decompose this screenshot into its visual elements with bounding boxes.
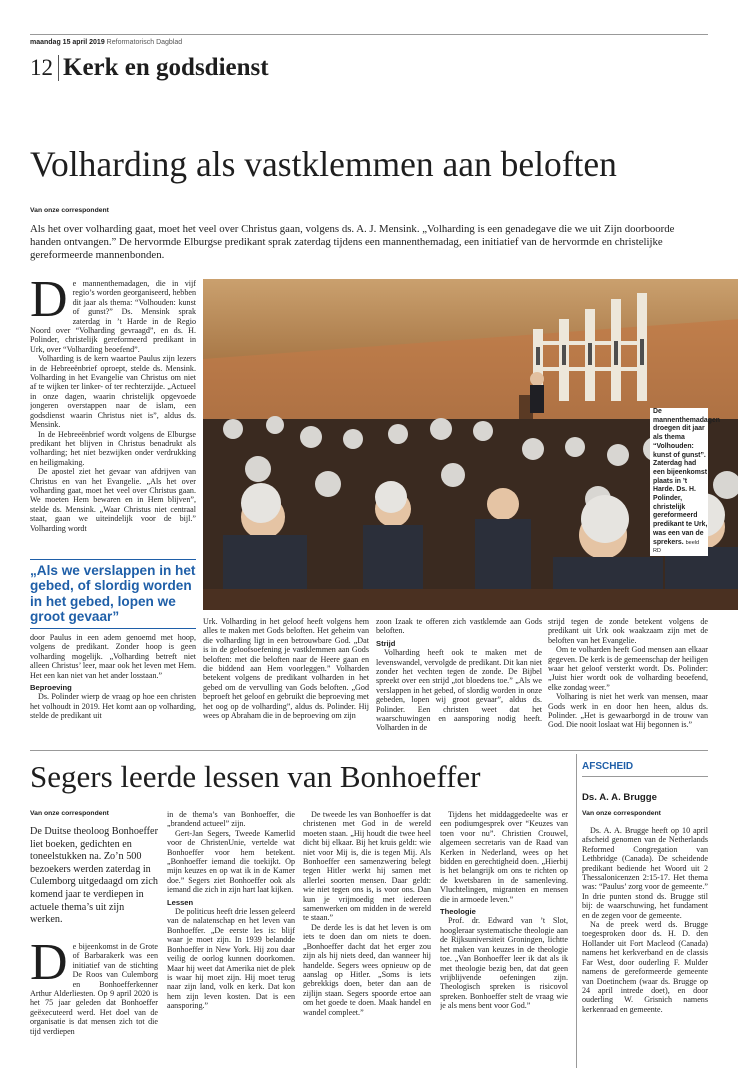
paragraph: Volharing is niet het werk van mensen, maar Gods werk in en door hen heen, aldus ds. Polinder. „Het is gewaarborgd in de trouw van God. Die nooit loslaat wat Hij begonnen is.” <box>548 692 708 730</box>
quote-rule-bottom <box>30 628 196 629</box>
paragraph: Gert-Jan Segers, Tweede Kamerlid voor de ChristenUnie, vertelde wat Bonhoeffer voor hem betekent. „Bonhoeffer iemand die toekijkt. Op mijn keuzes en op wat ik in de Kamer doe.” Segers ziet Bonhoeffer ook als iemand die zich in zijn hart laat kijken. <box>167 828 295 895</box>
paragraph: Ds. A. A. Brugge heeft op 10 april afscheid genomen van de Netherlands Reformed Congregation van Lethbridge (Canada). De scheidende predikant bediende het Woord uit 2 Thessalonicenzen 2:15-17. Het thema was: “Paulus’ zorg voor de gemeente.” In drie punten stond ds. Brugge stil bij: de waarschuwing, het fundament en de zegen voor de gemeente. <box>582 826 708 920</box>
paragraph: in de thema’s van Bonhoeffer, die „brandend actueel” zijn. <box>167 810 295 829</box>
quote-rule-top <box>30 559 196 560</box>
farewell-rule <box>582 776 708 777</box>
paragraph: Volharding is de kern waartoe Paulus zijn lezers in de Hebreeënbrief oproept, stelde ds. Mensink. Volharding in het Evangelie van Christus om niet af te wijken ter linker- of ter rechterzijde. „Actueel in onze dagen, waarin christelijk opgevoede jongeren overstappen naar de islam, een godsdienst waarin Christus niet is”, aldus ds. Mensink. <box>30 354 196 430</box>
article2-column-2 <box>167 810 295 1066</box>
dropcap: D <box>30 942 68 991</box>
article1-intro: Als het over volharding gaat, moet het veel over Christus gaan, volgens ds. A. J. Mensink. „Volharding is een genadegave die we uit Zijn doorboorde handen ontvangen.” De hervormde Elburgse predikant sprak zaterdag tijdens een mannenthemadag, een initiatief van de hervormde en christelijke gereformeerde mannenbonden. <box>30 223 675 261</box>
dropcap: D <box>30 279 68 328</box>
subhead-strijd: Strijd <box>376 638 396 648</box>
paragraph: De derde les is dat het leven is om iets te doen dan om niets te doen. „Bonhoeffer dacht dat het erger zou zijn als hij niets deed, dan wanneer hij handelde. Segers wees opnieuw op de aanslag op Hitler. „Soms is iets gebrekkigs doen, beter dan aan de zijlijn staan. Segers spoorde ertoe aan om het goede te doen. Maak handel en wandel compleet.” <box>303 922 431 1017</box>
article1-column-1 <box>30 279 196 557</box>
paragraph: e mannenthemadagen, die in vijf regio’s worden georganiseerd, hebben dit jaar als thema: “Volhouden: kunst of gunst?” Ds. Mensink sprak zaterdag in ’t Harde in de Regio Noord over “Volharding gevraagd”, en ds. H. Polinder, christelijk gereformeerd predikant in Urk, over “Volharding beoefend”. <box>30 279 196 354</box>
article2-column-3 <box>303 810 431 1066</box>
pull-quote: „Als we verslappen in het gebed, of slordig worden in het gebed, lopen we groot gevaar” <box>30 563 196 625</box>
page-number: 12 <box>30 55 53 80</box>
subhead-beproeving: Beproeving <box>30 683 72 693</box>
section-header <box>30 54 269 82</box>
article1-column-2 <box>203 617 369 741</box>
article1-byline: Van onze correspondent <box>30 207 109 214</box>
farewell-name: Ds. A. A. Brugge <box>582 792 657 803</box>
article1-column-1-bottom <box>30 633 196 741</box>
paragraph: De apostel ziet het gevaar van afdrijven van Christus en van het Evangelie. „Als het over volharding gaat, moet het veel over Christus gaan. We moeten Hem bewaren en in Hem blijven”, stelde ds. Mensink. „Waar Christus niet centraal staat, gaan we uiteindelijk voor de bijl.” Volharding wordt <box>30 467 196 533</box>
subhead-lessen: Lessen <box>167 897 194 907</box>
article2-column-1 <box>30 942 158 1066</box>
section-title: Kerk en godsdienst <box>63 54 269 81</box>
dateline <box>30 39 182 46</box>
article2-byline: Van onze correspondent <box>30 810 109 817</box>
caption-text: De mannenthemadagen droegen dit jaar als thema “Volhouden: kunst of gunst”. Zaterdag had een bijeenkomst plaats in ’t Harde. Ds. H. Polinder, christelijk gereformeerd predikant te Urk, was een van de sprekers. <box>653 408 721 546</box>
article1-column-4 <box>548 617 708 741</box>
paragraph: strijd tegen de zonde betekent volgens de predikant uit Urk ook waakzaam zijn met de beloften van het Evangelie. <box>548 617 708 645</box>
sidebar-divider <box>576 754 577 1068</box>
subhead-theologie: Theologie <box>440 907 476 917</box>
farewell-label: AFSCHEID <box>582 761 634 772</box>
paragraph: De tweede les van Bonhoeffer is dat christenen met God in de wereld moeten staan. „Hij houdt die twee heel dicht bij elkaar. Bij het kruis geldt: wie niet voor Mij is, die is tegen Mij. Als Bonhoeffer een samenzwering belegt tegen Hitler werkt hij samen met allerlei soorten mensen. Daar geldt: wie niet tegen ons is, is voor ons. Dan kun je vrijmoedig met iedereen samenwerken om midden in de wereld te staan.” <box>303 810 431 923</box>
paragraph: zoon Izaak te offeren zich vastklemde aan Gods beloften. <box>376 617 542 636</box>
article1-column-3 <box>376 617 542 741</box>
article2-headline: Segers leerde lessen van Bonhoeffer <box>30 759 481 794</box>
farewell-text <box>582 826 708 1066</box>
paragraph: Prof. dr. Edward van ’t Slot, hoogleraar systematische theologie aan de Rijksuniversiteit Groningen, lichtte het maken van keuzes in de theologie toe. „Van Bonhoeffer leer ik dat als ik met theologie bezig ben, dat dat geen vrijblijvende oefeningen zijn. Theologisch spreken is risicovol spreken. Bonhoeffer stelt de vraag wie je als mens bent voor God.” <box>440 916 568 1011</box>
issue-date: maandag 15 april 2019 <box>30 39 105 46</box>
paragraph: In de Hebreeënbrief wordt volgens de Elburgse predikant het blijven in Christus benadrukt als volharding; het niet bezwijken onder verdrukking en heiligmaking. <box>30 429 196 467</box>
paragraph: Tijdens het middaggedeelte was er een podiumgesprek over “Keuzes van toen voor nu”. Christien Crouwel, algemeen secretaris van de Raad van Kerken in Nederland, wees op het bidden en gerechtigheid doen. „Hierbij is het belangrijk om ons te richten op de kwetsbaren in de samenleving. Vluchtelingen, migranten en mensen die in armoede leven.” <box>440 810 568 904</box>
paper-name: Reformatorisch Dagblad <box>106 39 183 46</box>
paragraph: Urk. Volharding in het geloof heeft volgens hem alles te maken met Gods beloften. Het geheim van die volharding ligt in een betrouwbare God. „Dat is in de geloofsoefening je vastklemmen aan Gods beloften: met die beloften naar de Heere gaan en die biddend aan Hem voorleggen.” Volharden betekent volgens de predikant volharden in het gebed om de vervulling van Gods beloften. „God beproeft het geloof en gebruikt die beproeving met het oog op de volharding”, aldus ds. Polinder. Hij wees op Abraham die in de beproeving om zijn <box>203 617 369 721</box>
section-divider <box>30 750 708 751</box>
paragraph: e bijeenkomst in de Grote of Barbarakerk was een initiatief van de stichting De Roos van Culemborg en Bonhoefferkenner Arthur Alderliesten. Op 9 april 2020 is het 75 jaar geleden dat Bonhoeffer geëxecuteerd werd. Het doel van de organisatie is dat mensen zich tot die tijd verdiepen <box>30 942 158 1036</box>
top-rule <box>30 34 708 35</box>
article2-column-4 <box>440 810 568 1066</box>
paragraph: De politicus heeft drie lessen geleerd van de nalatenschap en het leven van Bonhoeffer. „De eerste les is: blijf waar je moet zijn. In 1939 belandde Bonhoeffer in New York. Hij zou daar veilig de oorlog kunnen doorkomen. Maar hij weet dat Amerika niet de plek is waar hij moet zijn. Hij moet terug naar zijn land, volk en kerk. Dat kon hem zijn leven kosten. Dat is een aansporing.” <box>167 907 295 1011</box>
article2-intro: De Duitse theoloog Bonhoeffer liet boeken, gedichten en toneelstukken na. Zo’n 500 bezoekers werden zaterdag in Culemborg uitgedaagd om zich komend jaar te verdiepen in actuele thema’s uit zijn werken. <box>30 826 158 926</box>
paragraph: Volharding heeft ook te maken met de levenswandel, vervolgde de predikant. Dit kan niet zonder het vechten tegen de zonde. De Bijbel spreekt over een strijd „tot bloedens toe.” „Als we verslappen in het gebed, of slordig worden in onze gebeden, lopen wij groot gevaar”, aldus ds. Polinder. Een christen weet dat het waarschuwingen en aansporing nodig heeft. Volharden in de <box>376 648 542 733</box>
photo-caption <box>650 408 721 556</box>
article1-headline: Volharding als vastklemmen aan beloften <box>30 144 617 184</box>
paragraph: Ds. Polinder wierp de vraag op hoe een christen het volhoudt in 2019. Het komt aan op volharding, stelde de predikant uit <box>30 692 196 721</box>
paragraph: Na de preek werd ds. Brugge toegesproken door ds. H. D. den Hollander uit Fort Macleod (Canada) namens het kerkverband en de classis Far West, door ouderling F. Mulder namens de gereformeerde gemeente van Doetinchem (waar ds. Brugge op 24 april intrede doet), en door ouderling W. Grisnich namens kerkenraad en gemeente. <box>582 920 708 1014</box>
paragraph: door Paulus in een adem genoemd met hoop, volgens de predikant. Zonder hoop is geen volharding mogelijk. „Volharding betreft niet alleen Christus’ leer, maar ook het leven met Hem. Het een kan niet van het ander losstaan.” <box>30 633 196 680</box>
farewell-byline: Van onze correspondent <box>582 810 661 817</box>
paragraph: Om te volharden heeft God mensen aan elkaar gegeven. De kerk is de gemeenschap der heiligen waar het geloof versterkt wordt. Ds. Polinder: „Juist hier wordt ook de volharding beoefend, elke zondag weer.” <box>548 645 708 692</box>
photo-credit: beeld RD <box>653 539 700 555</box>
